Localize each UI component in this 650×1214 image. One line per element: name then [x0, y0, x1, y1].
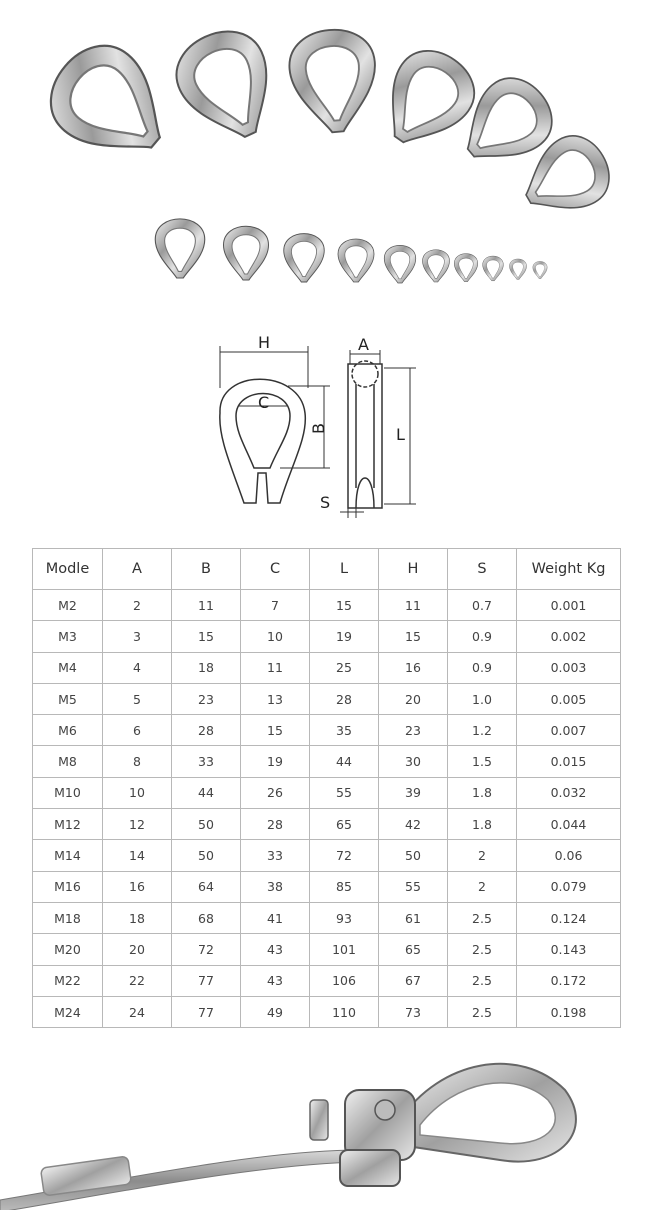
thimbles-illustration: [0, 0, 650, 320]
cell-weight: 0.032: [517, 777, 621, 808]
cable-assembly-illustration: [0, 1040, 650, 1210]
cell-s: 1.0: [448, 683, 517, 714]
cell-h: 55: [379, 871, 448, 902]
table-header-row: [33, 549, 621, 590]
product-photo-thimbles: [0, 0, 650, 320]
table-row: [33, 871, 621, 902]
label-h: H: [258, 333, 271, 352]
cell-s: 1.8: [448, 809, 517, 840]
cell-h: 15: [379, 621, 448, 652]
table-row: [33, 652, 621, 683]
thimble-small-8: [483, 256, 504, 281]
cell-h: 50: [379, 840, 448, 871]
cell-l: 35: [310, 715, 379, 746]
header-c: C: [241, 549, 310, 590]
cell-h: 23: [379, 715, 448, 746]
cell-weight: 0.002: [517, 621, 621, 652]
thimble-small-5: [384, 245, 416, 283]
header-a: A: [103, 549, 172, 590]
cell-b: 64: [172, 871, 241, 902]
cell-model: M12: [33, 809, 103, 840]
cell-a: 2: [103, 590, 172, 621]
cell-b: 50: [172, 840, 241, 871]
cell-c: 28: [241, 809, 310, 840]
table-row: [33, 683, 621, 714]
thimble-small-10: [533, 261, 547, 278]
label-l: L: [396, 425, 405, 444]
cell-s: 1.2: [448, 715, 517, 746]
cell-weight: 0.124: [517, 902, 621, 933]
cell-s: 2.5: [448, 965, 517, 996]
cell-c: 11: [241, 652, 310, 683]
thimble-small-2: [224, 226, 269, 280]
cell-l: 93: [310, 902, 379, 933]
cell-b: 50: [172, 809, 241, 840]
cell-a: 24: [103, 996, 172, 1027]
cell-b: 77: [172, 965, 241, 996]
cell-weight: 0.001: [517, 590, 621, 621]
header-weight: Weight Kg: [517, 549, 621, 590]
cell-model: M3: [33, 621, 103, 652]
cell-a: 10: [103, 777, 172, 808]
table-row: [33, 590, 621, 621]
cell-model: M16: [33, 871, 103, 902]
cell-b: 72: [172, 934, 241, 965]
thimble-side-view: [348, 361, 382, 508]
cell-a: 22: [103, 965, 172, 996]
cell-h: 20: [379, 683, 448, 714]
cell-a: 14: [103, 840, 172, 871]
thimble-small-1: [155, 219, 205, 278]
wire-rope-clip: [310, 1090, 415, 1186]
table-row: [33, 809, 621, 840]
cell-weight: 0.007: [517, 715, 621, 746]
cell-s: 1.8: [448, 777, 517, 808]
cell-model: M10: [33, 777, 103, 808]
table-row: [33, 715, 621, 746]
cell-c: 49: [241, 996, 310, 1027]
cell-b: 15: [172, 621, 241, 652]
cell-h: 73: [379, 996, 448, 1027]
cell-h: 39: [379, 777, 448, 808]
cell-h: 65: [379, 934, 448, 965]
cell-h: 30: [379, 746, 448, 777]
cell-h: 67: [379, 965, 448, 996]
header-model: Modle: [33, 549, 103, 590]
cell-b: 28: [172, 715, 241, 746]
cell-s: 2: [448, 871, 517, 902]
cell-b: 68: [172, 902, 241, 933]
cell-c: 15: [241, 715, 310, 746]
cell-l: 15: [310, 590, 379, 621]
cell-b: 18: [172, 652, 241, 683]
cell-a: 8: [103, 746, 172, 777]
cell-a: 4: [103, 652, 172, 683]
table-row: [33, 902, 621, 933]
cell-a: 18: [103, 902, 172, 933]
cell-model: M20: [33, 934, 103, 965]
cell-h: 16: [379, 652, 448, 683]
spec-table: [32, 548, 621, 1028]
thimble-large-3: [286, 26, 380, 135]
table-row: [33, 621, 621, 652]
table-row: [33, 840, 621, 871]
header-s: S: [448, 549, 517, 590]
thimble-small-9: [509, 259, 526, 279]
cell-c: 13: [241, 683, 310, 714]
table-row: [33, 746, 621, 777]
cell-l: 19: [310, 621, 379, 652]
cell-l: 106: [310, 965, 379, 996]
cell-b: 33: [172, 746, 241, 777]
thimble-small-7: [454, 254, 477, 282]
cell-model: M2: [33, 590, 103, 621]
header-h: H: [379, 549, 448, 590]
cell-a: 20: [103, 934, 172, 965]
cell-l: 55: [310, 777, 379, 808]
label-s: S: [320, 493, 331, 512]
cell-model: M14: [33, 840, 103, 871]
cell-model: M18: [33, 902, 103, 933]
thimble-large-1: [33, 28, 187, 180]
cell-weight: 0.005: [517, 683, 621, 714]
table-row: [33, 934, 621, 965]
cell-c: 33: [241, 840, 310, 871]
table-row: [33, 996, 621, 1027]
cell-c: 38: [241, 871, 310, 902]
cell-c: 10: [241, 621, 310, 652]
cell-l: 85: [310, 871, 379, 902]
product-photo-cable-assembly: [0, 1040, 650, 1210]
cell-h: 42: [379, 809, 448, 840]
cell-c: 7: [241, 590, 310, 621]
cell-a: 6: [103, 715, 172, 746]
cell-a: 3: [103, 621, 172, 652]
cell-model: M24: [33, 996, 103, 1027]
dimension-diagram: [200, 328, 440, 528]
cell-weight: 0.198: [517, 996, 621, 1027]
cell-weight: 0.143: [517, 934, 621, 965]
cell-a: 5: [103, 683, 172, 714]
cell-model: M22: [33, 965, 103, 996]
thimble-small-6: [423, 250, 450, 282]
header-b: B: [172, 549, 241, 590]
cell-weight: 0.172: [517, 965, 621, 996]
cell-s: 1.5: [448, 746, 517, 777]
cell-c: 19: [241, 746, 310, 777]
label-a: A: [358, 335, 369, 354]
header-l: L: [310, 549, 379, 590]
cell-weight: 0.06: [517, 840, 621, 871]
cell-s: 0.9: [448, 621, 517, 652]
cell-weight: 0.015: [517, 746, 621, 777]
cell-b: 11: [172, 590, 241, 621]
cell-weight: 0.044: [517, 809, 621, 840]
table-row: [33, 777, 621, 808]
thimble-small-4: [338, 239, 374, 282]
dimension-h: [220, 346, 308, 388]
cell-s: 2.5: [448, 934, 517, 965]
cell-h: 61: [379, 902, 448, 933]
cell-s: 2.5: [448, 996, 517, 1027]
cell-l: 65: [310, 809, 379, 840]
cell-s: 0.7: [448, 590, 517, 621]
thimble-small-3: [284, 234, 325, 282]
cell-model: M5: [33, 683, 103, 714]
cell-c: 43: [241, 934, 310, 965]
cell-b: 44: [172, 777, 241, 808]
cell-c: 41: [241, 902, 310, 933]
thimble-large-2: [164, 18, 291, 153]
cell-s: 0.9: [448, 652, 517, 683]
cell-l: 72: [310, 840, 379, 871]
cell-c: 43: [241, 965, 310, 996]
cell-l: 110: [310, 996, 379, 1027]
cell-b: 77: [172, 996, 241, 1027]
cell-s: 2.5: [448, 902, 517, 933]
cell-model: M8: [33, 746, 103, 777]
label-b: B: [309, 423, 328, 434]
cell-weight: 0.003: [517, 652, 621, 683]
cell-h: 11: [379, 590, 448, 621]
cell-model: M6: [33, 715, 103, 746]
label-c: C: [258, 393, 270, 412]
cell-weight: 0.079: [517, 871, 621, 902]
cell-l: 25: [310, 652, 379, 683]
cell-l: 44: [310, 746, 379, 777]
table-row: [33, 965, 621, 996]
cell-model: M4: [33, 652, 103, 683]
cell-a: 12: [103, 809, 172, 840]
cell-a: 16: [103, 871, 172, 902]
table-body: [33, 590, 621, 1028]
cell-s: 2: [448, 840, 517, 871]
cell-l: 28: [310, 683, 379, 714]
cell-l: 101: [310, 934, 379, 965]
cell-c: 26: [241, 777, 310, 808]
cell-b: 23: [172, 683, 241, 714]
